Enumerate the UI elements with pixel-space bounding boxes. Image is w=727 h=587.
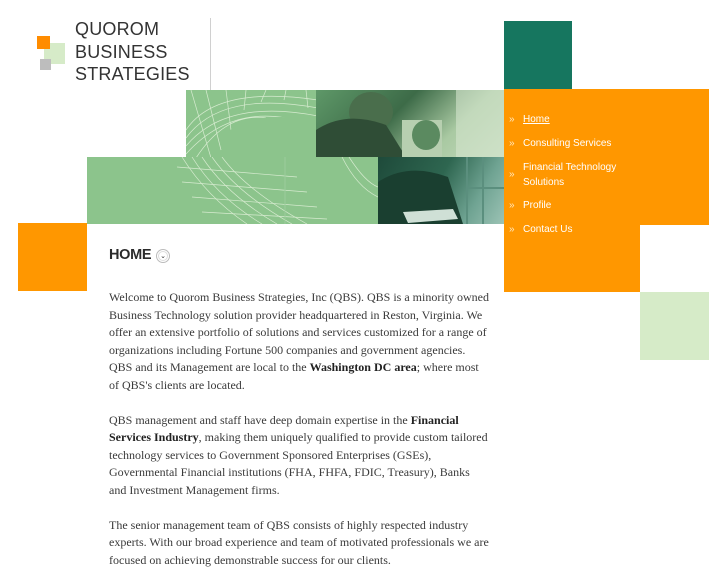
expertise-paragraph xyxy=(109,412,489,500)
logo-line-2: BUSINESS xyxy=(75,41,168,62)
logo-square-gray xyxy=(40,59,51,70)
bullet-icon: » xyxy=(509,114,515,126)
nav-item-label[interactable]: Consulting Services xyxy=(523,137,612,149)
banner-wireframe-main xyxy=(87,157,378,224)
decorative-orange-block xyxy=(18,223,87,291)
paragraph-bold-text: Financial Services Industry xyxy=(109,412,459,444)
photo-silhouette xyxy=(316,90,504,157)
nav-item-label[interactable]: Home xyxy=(523,114,550,126)
nav-item-label[interactable]: Contact Us xyxy=(523,223,573,235)
nav-item-label[interactable]: Financial Technology Solutions xyxy=(523,161,617,188)
bullet-icon: » xyxy=(509,223,515,235)
banner-photo-man xyxy=(378,157,504,224)
paragraph-bold-text: Washington DC area xyxy=(309,360,417,374)
decorative-green-block xyxy=(640,292,709,360)
paragraph-text: , making them uniquely qualified to provide custom tailored technology services to Government Sponsored Enterprises (GSEs), Governmental Financial institutions (FHA, FHFA, FDIC, Treasury), Banks and Investment Management firms. xyxy=(109,430,488,497)
photo-silhouette xyxy=(378,157,504,224)
logo-line-3: STRATEGIES xyxy=(75,64,190,84)
nav-item-consulting-services[interactable] xyxy=(504,132,644,156)
logo-wordmark[interactable] xyxy=(75,18,190,86)
paragraph-text: QBS management and staff have deep domain expertise in the xyxy=(109,412,411,427)
nav-item-label[interactable]: Profile xyxy=(523,200,552,212)
nav-item-contact-us[interactable] xyxy=(504,218,644,242)
banner-photo-woman xyxy=(316,90,504,157)
intro-paragraph xyxy=(109,289,489,394)
paragraph-text: The senior management team of QBS consists of highly respected industry experts. With our broad experience and team of motivated professionals we are focused on achieving demonstrable success for our clients. xyxy=(109,517,489,567)
main-content xyxy=(109,289,489,587)
paragraph-text: Welcome to Quorom Business Strategies, Inc (QBS). QBS is a minority owned Business Technology solution provider headquartered in Reston, Virginia. We offer an extensive portfolio of solutions and services customized for a range of organizations including Fortune 500 companies and government agencies. QBS and its Management are local to the xyxy=(109,290,489,374)
logo-line-1: QUOROM xyxy=(75,19,160,39)
paragraph-text: ; where most of QBS's clients are located. xyxy=(109,360,479,392)
header-divider xyxy=(210,18,211,90)
bullet-icon: » xyxy=(509,137,515,149)
bullet-icon: » xyxy=(509,169,515,180)
page-title: HOME xyxy=(109,247,152,263)
logo-square-orange xyxy=(37,36,50,49)
banner-wireframe-top xyxy=(186,90,318,158)
decorative-teal-block xyxy=(504,21,572,89)
chevron-down-icon: ⌄ xyxy=(158,251,168,261)
chevron-down-circle-icon[interactable] xyxy=(156,249,170,263)
nav-item-profile[interactable] xyxy=(504,194,644,218)
nav-item-home[interactable] xyxy=(504,108,644,132)
team-paragraph xyxy=(109,517,489,570)
wireframe-graphic xyxy=(87,157,378,224)
main-nav xyxy=(504,108,644,241)
bullet-icon: » xyxy=(509,200,515,212)
wireframe-graphic xyxy=(186,90,318,158)
nav-item-financial-technology-solutions[interactable] xyxy=(504,155,644,194)
